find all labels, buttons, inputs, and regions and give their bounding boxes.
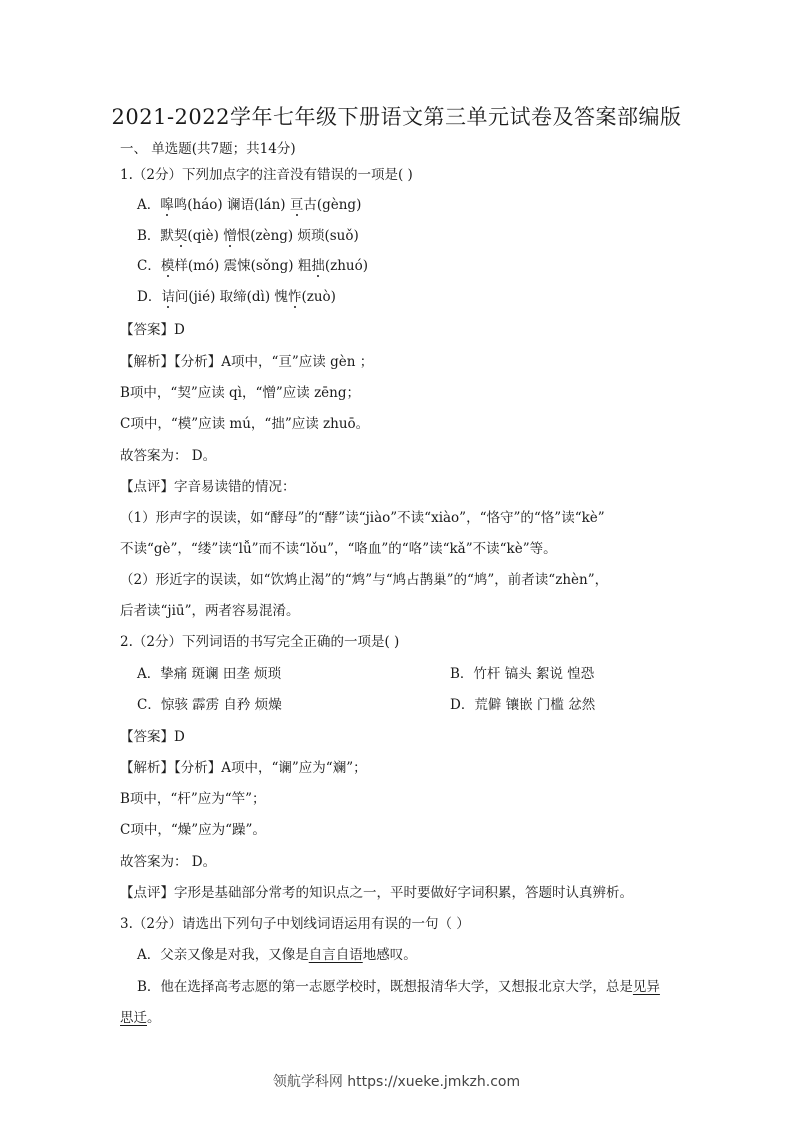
q1-comment-line: （1）形声字的误读，如“酵母”的“酵”读“jiào”不读“xiào”，“恪守”的“恪”读“kè” — [120, 510, 605, 526]
page-footer: 领航学科网 https://xueke.jmkzh.com — [272, 1074, 521, 1090]
q2-stem: 2.（2分）下列词语的书写完全正确的一项是( ) — [120, 634, 400, 650]
q1-option-d-text: (zuò) — [301, 289, 336, 305]
q1-option-a-text: 鸣(háo) 谰语(lán) — [173, 197, 290, 213]
q3-option-b-continued — [120, 1008, 161, 1028]
q1-option-a-text: A． — [137, 197, 161, 213]
q1-option-c-text: (zhuó) — [324, 258, 368, 274]
q1-analysis-line: 【解析】【分析】A项中，“亘”应读 gèn ； — [120, 354, 374, 370]
q1-comment-line: 不读“gè”，“缕”读“lǚ”而不读“lǒu”，“咯血”的“咯”读“kǎ”不读“kè”等。 — [120, 541, 557, 557]
q2-option-b: B．竹杆 镐头 絮说 惶恐 — [450, 666, 595, 682]
q2-analysis-line: 【解析】【分析】A项中，“谰”应为“斓”； — [120, 760, 367, 776]
q3-option-b — [137, 977, 660, 997]
dotted-char: 拙 — [311, 258, 325, 274]
q3-option-a-text: 地感叹。 — [362, 947, 417, 963]
q3-option-b-text: B．他在选择高考志愿的第一志愿学校时，既想报清华大学，又想报北京大学，总是 — [137, 979, 633, 995]
q3-option-b-text: 。 — [147, 1010, 161, 1026]
q1-option-a-text: 古(gèng) — [303, 197, 362, 213]
q2-option-c: C．惊骇 霹雳 自矜 烦燥 — [137, 697, 282, 713]
q2-analysis-line: 故答案为： D。 — [120, 854, 217, 870]
q2-analysis-line: C项中，“燥”应为“躁”。 — [120, 822, 266, 838]
q2-answer: 【答案】D — [120, 729, 185, 745]
q1-analysis-line: C项中，“模”应读 mú，“拙”应读 zhuō。 — [120, 416, 370, 432]
dotted-char: 契 — [173, 228, 188, 244]
q2-comment: 【点评】字形是基础部分常考的知识点之一，平时要做好字词积累，答题时认真辨析。 — [120, 885, 633, 901]
q1-option-d-text: D． — [137, 289, 162, 305]
q1-option-b — [137, 226, 359, 246]
q1-comment-line: 【点评】字音易读错的情况： — [120, 479, 296, 495]
q1-option-b-text: (qiè) — [187, 228, 224, 244]
q2-option-d: D．荒僻 镶嵌 门槛 忿然 — [450, 697, 596, 713]
section-heading: 一、 单选题(共7题；共14分) — [120, 141, 296, 157]
q2-analysis-line: B项中，“杆”应为“竿”； — [120, 791, 266, 807]
q1-option-c-text: 样(mó) 震悚(sǒng) 粗 — [174, 258, 312, 274]
underlined-phrase: 思迁 — [120, 1010, 147, 1026]
q1-answer: 【答案】D — [120, 322, 185, 338]
q1-option-b-text: B．默 — [137, 228, 174, 244]
q3-option-a — [137, 945, 417, 965]
underlined-phrase: 见异 — [632, 979, 660, 995]
q1-option-a — [137, 195, 361, 215]
dotted-char: 怍 — [287, 289, 302, 305]
q3-option-a-text: A．父亲又像是对我，又像是 — [137, 947, 309, 963]
q3-stem: 3.（2分）请选出下列句子中划线词语运用有误的一句（ ） — [120, 916, 470, 932]
q1-comment-line: 后者读“jiū”，两者容易混淆。 — [120, 603, 300, 619]
document-title: 2021-2022学年七年级下册语文第三单元试卷及答案部编版 — [111, 105, 682, 129]
q1-analysis-line: 故答案为： D。 — [120, 448, 217, 464]
q1-comment-line: （2）形近字的误读，如“饮鸩止渴”的“鸩”与“鸠占鹊巢”的“鸠”，前者读“zhèn”， — [120, 572, 609, 588]
q1-option-c-text: C． — [137, 258, 161, 274]
q1-stem: 1.（2分）下列加点字的注音没有错误的一项是( ) — [120, 167, 413, 183]
q1-option-b-text: 恨(zèng) 烦琐(suǒ) — [236, 228, 359, 244]
q1-option-d-text: 问(jié) 取缔(dì) 愧 — [174, 289, 288, 305]
underlined-phrase: 自言自语 — [308, 947, 363, 963]
q1-analysis-line: B项中，“契”应读 qì，“憎”应读 zēng； — [120, 385, 361, 401]
dotted-char: 诘 — [161, 289, 175, 305]
q2-option-a: A．挚痛 斑谰 田垄 烦琐 — [137, 666, 282, 682]
q1-option-d — [137, 287, 336, 307]
dotted-char: 亘 — [289, 197, 304, 213]
dotted-char: 模 — [160, 258, 175, 274]
q1-option-c — [137, 256, 368, 276]
dotted-char: 憎 — [223, 228, 237, 244]
dotted-char: 嗥 — [160, 197, 174, 213]
